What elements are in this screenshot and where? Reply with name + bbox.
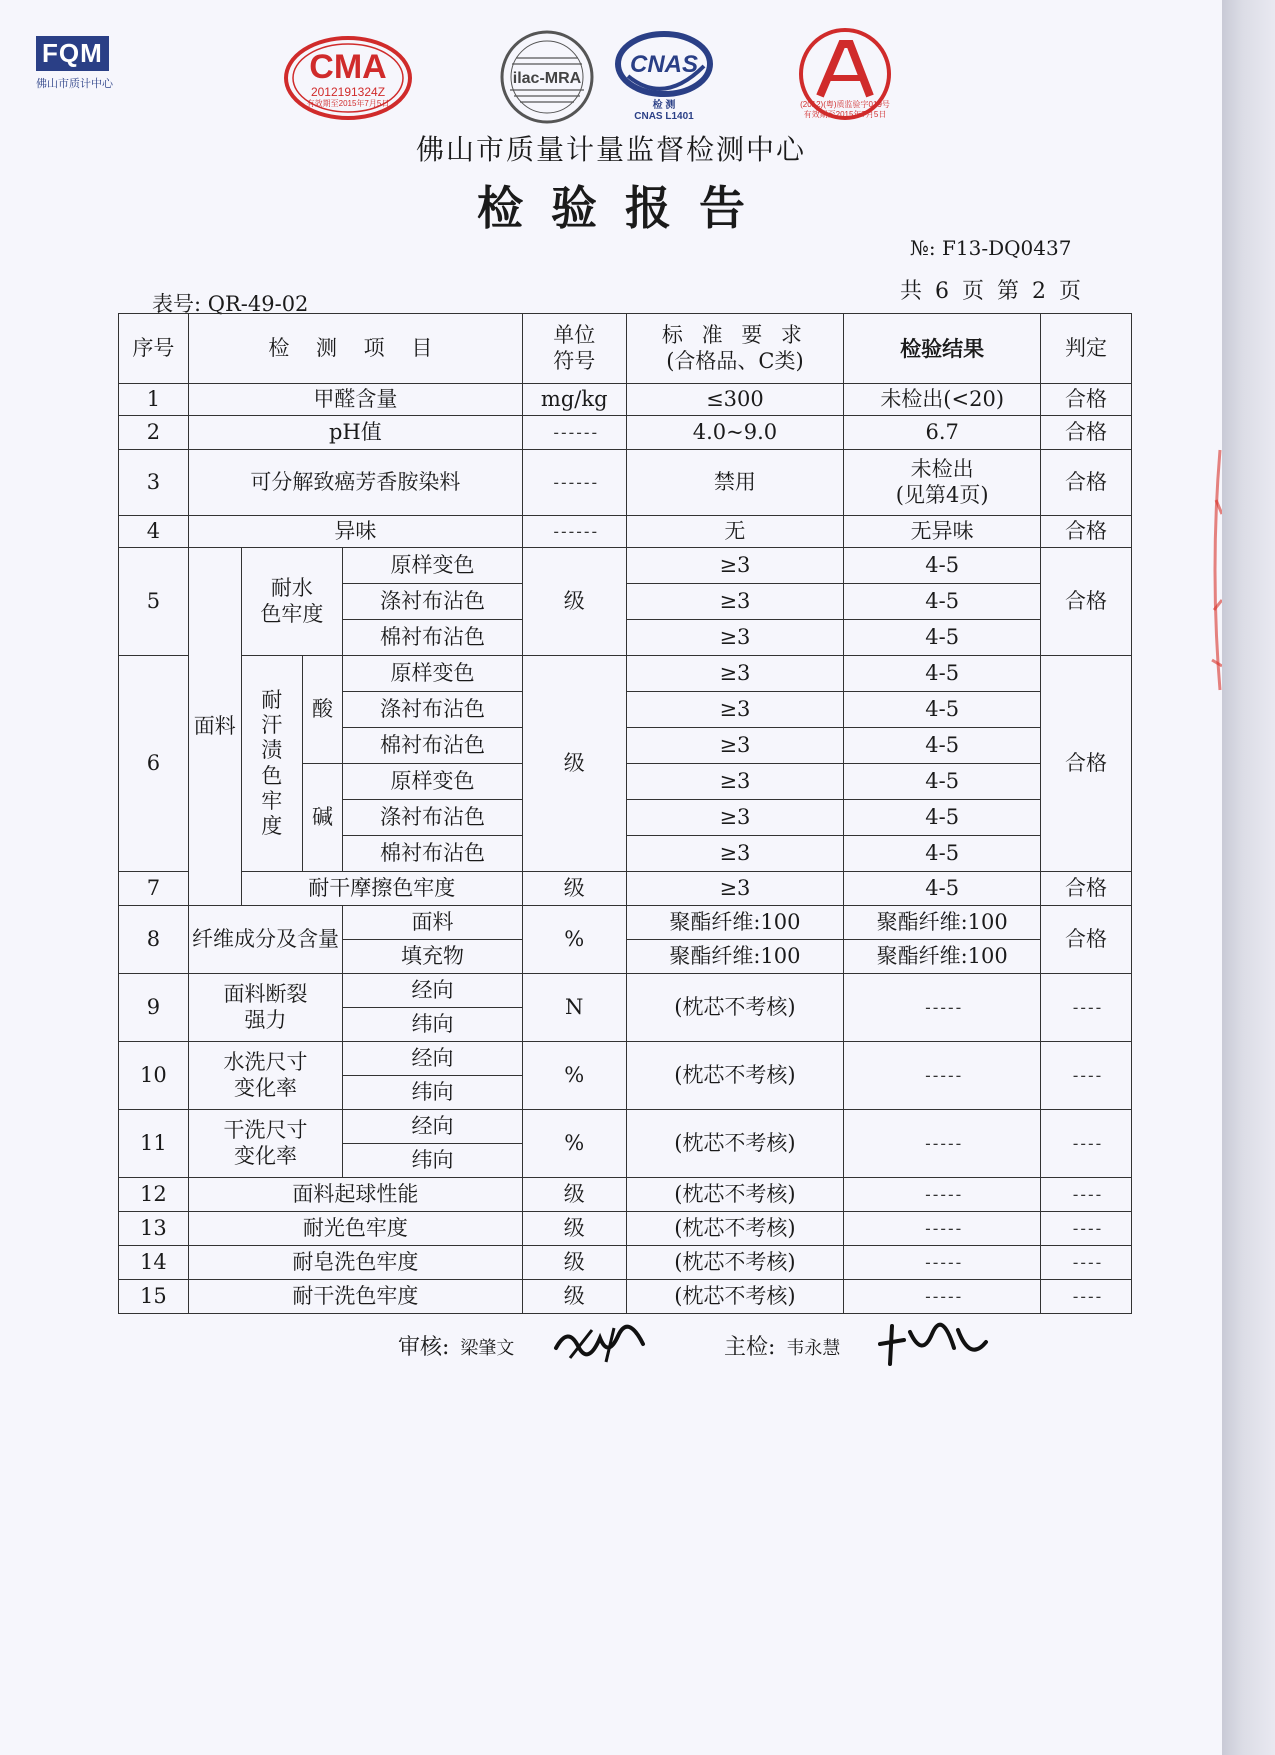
row-item: 耐光色牢度 [188,1212,522,1246]
row-unit: % [522,1042,626,1110]
table-row [119,906,1132,940]
table-row [119,1280,1132,1314]
row-result: 6.7 [844,416,1041,450]
row-group-char: 耐 [261,687,283,712]
row-result: 无异味 [844,516,1041,548]
row-seq: 4 [119,516,189,548]
header-unit-line2: 符号 [553,348,596,373]
header-unit [522,314,626,384]
reviewer-signature-line [398,1330,514,1361]
row-sub-item: 涤衬布沾色 [343,584,523,620]
header-standard-line1: 标 准 要 求 [661,323,808,348]
row-verdict: 合格 [1041,516,1132,548]
row-result: 聚酯纤维:100 [844,906,1041,940]
table-row [119,656,1132,692]
row-unit: 级 [522,1178,626,1212]
row-verdict: ---- [1041,1042,1132,1110]
row-standard: ≥3 [626,584,844,620]
row-sub-item: 原样变色 [343,656,523,692]
row-result: 4-5 [844,548,1041,584]
ilac-mra-icon [498,28,596,126]
header-result: 检验结果 [844,314,1041,384]
reviewer-handwritten-signature [548,1318,648,1368]
row-seq: 9 [119,974,189,1042]
row-item-line1: 水洗尺寸 [223,1050,308,1075]
row-standard: ≥3 [626,548,844,584]
form-number: 表号: QR-49-02 [152,292,309,316]
row-group-char: 牢 [261,788,283,813]
row-result: ----- [844,1280,1041,1314]
row-sub-item: 原样变色 [343,764,523,800]
row-verdict: 合格 [1041,872,1132,906]
row-unit: ------ [522,416,626,450]
row-seq: 5 [119,548,189,656]
report-number: №: F13-DQ0437 [910,236,1072,260]
svg-text:CMA: CMA [309,48,387,86]
row-unit: N [522,974,626,1042]
row-seq: 2 [119,416,189,450]
row-result: 4-5 [844,836,1041,872]
row-sub-item: 面料 [343,906,523,940]
row-group-char: 色 [261,763,283,788]
row-result: ----- [844,1212,1041,1246]
row-item: 耐皂洗色牢度 [188,1246,522,1280]
row-standard: (枕芯不考核) [626,1246,844,1280]
row-standard: (枕芯不考核) [626,1178,844,1212]
row-item: 耐干洗色牢度 [188,1280,522,1314]
cal-caption [784,100,906,120]
row-unit: 级 [522,1246,626,1280]
row-standard: (枕芯不考核) [626,974,844,1042]
row-seq: 12 [119,1178,189,1212]
row-sub-item: 填充物 [343,940,523,974]
row-result: 4-5 [844,764,1041,800]
row-standard: (枕芯不考核) [626,1280,844,1314]
table-row [119,1178,1132,1212]
fabric-group-label [188,548,241,906]
row-result-line2: (见第4页) [895,482,989,507]
row-item [188,974,342,1042]
row-result: 4-5 [844,728,1041,764]
reviewer-name: 梁肇文 [460,1338,515,1359]
row-result: 4-5 [844,800,1041,836]
row-verdict: ---- [1041,1212,1132,1246]
table-row [119,872,1132,906]
row-standard: 4.0~9.0 [626,416,844,450]
row-result: ----- [844,1042,1041,1110]
cma-validity: 有效期至2015年7月5日 [306,99,390,108]
row-sub-item: 涤衬布沾色 [343,800,523,836]
row-standard: 禁用 [626,450,844,516]
row-verdict: ---- [1041,1178,1132,1212]
fqm-logo-caption: 佛山市质计中心 [36,78,113,90]
row-item: 面料起球性能 [188,1178,522,1212]
row-seq: 10 [119,1042,189,1110]
row-unit: ------ [522,450,626,516]
table-header-row [119,314,1132,384]
row-unit: % [522,906,626,974]
inspection-table [118,313,1132,1314]
row-standard: (枕芯不考核) [626,1042,844,1110]
row-item: 甲醛含量 [188,384,522,416]
fabric-group-char: 面料 [193,713,236,738]
scanner-edge [1222,0,1275,1755]
row-result: 4-5 [844,872,1041,906]
row-standard: ≤300 [626,384,844,416]
table-row [119,384,1132,416]
fqm-logo-text: FQM [36,36,109,71]
row-verdict: 合格 [1041,450,1132,516]
row-unit: ------ [522,516,626,548]
row-sub-item: 棉衬布沾色 [343,728,523,764]
row-group-char: 度 [261,813,283,838]
table-row [119,548,1132,584]
row-unit: 级 [522,656,626,872]
row-sub-item: 纬向 [343,1144,523,1178]
row-result: ----- [844,1110,1041,1178]
row-item-line2: 变化率 [233,1143,297,1168]
row-item: 纤维成分及含量 [188,906,342,974]
reviewer-label: 审核: [398,1335,450,1360]
row-unit: 级 [522,1212,626,1246]
table-row [119,416,1132,450]
row-item: 异味 [188,516,522,548]
row-verdict: 合格 [1041,656,1132,872]
row-standard: 聚酯纤维:100 [626,940,844,974]
row-standard: ≥3 [626,692,844,728]
table-row [119,1212,1132,1246]
row-sub-item: 纬向 [343,1076,523,1110]
row-item: 耐干摩擦色牢度 [241,872,522,906]
row-standard: ≥3 [626,836,844,872]
row-standard: ≥3 [626,872,844,906]
row-sub-item: 棉衬布沾色 [343,620,523,656]
row-item-line1: 干洗尺寸 [223,1118,308,1143]
row-group-label [241,548,342,656]
table-row [119,1042,1132,1076]
row-seq: 8 [119,906,189,974]
header-standard [626,314,844,384]
row-sub-item: 原样变色 [343,548,523,584]
row-seq: 15 [119,1280,189,1314]
header-item: 检 测 项 目 [188,314,522,384]
row-result: ----- [844,974,1041,1042]
inspector-name: 韦永慧 [786,1338,841,1359]
row-seq: 13 [119,1212,189,1246]
organization-name: 佛山市质量计量监督检测中心 [415,133,806,166]
row-sub-item: 经向 [343,1110,523,1144]
row-standard: ≥3 [626,728,844,764]
row-unit: 级 [522,548,626,656]
row-seq: 6 [119,656,189,872]
row-unit: 级 [522,872,626,906]
row-group-line1: 耐水 [270,576,313,601]
header-standard-line2: (合格品、C类) [666,348,804,373]
row-sub-item: 纬向 [343,1008,523,1042]
cnas-caption [608,100,720,122]
inspector-handwritten-signature [874,1318,992,1370]
row-verdict: ---- [1041,1110,1132,1178]
row-sub-item: 经向 [343,974,523,1008]
row-seq: 11 [119,1110,189,1178]
row-unit: 级 [522,1280,626,1314]
alkali-label: 碱 [302,764,342,872]
row-unit: mg/kg [522,384,626,416]
row-verdict: 合格 [1041,906,1132,974]
row-unit: % [522,1110,626,1178]
cal-caption-line2: 有效期至2015年7月5日 [803,110,887,119]
row-standard: ≥3 [626,656,844,692]
page-info: 共 6 页 第 2 页 [900,279,1081,304]
row-seq: 7 [119,872,189,906]
row-item [188,1110,342,1178]
row-sub-item: 经向 [343,1042,523,1076]
row-verdict: ---- [1041,974,1132,1042]
row-verdict: 合格 [1041,548,1132,656]
row-group-char: 汗 [261,713,283,738]
row-item: pH值 [188,416,522,450]
table-row [119,1246,1132,1280]
row-standard: 无 [626,516,844,548]
inspector-label: 主检: [724,1335,776,1360]
header-seq: 序号 [119,314,189,384]
fqm-logo [36,36,126,91]
row-verdict: ---- [1041,1246,1132,1280]
table-row [119,1110,1132,1144]
row-group-char: 渍 [261,738,283,763]
row-result: 未检出(<20) [844,384,1041,416]
row-verdict: 合格 [1041,416,1132,450]
row-standard: ≥3 [626,800,844,836]
row-seq: 14 [119,1246,189,1280]
row-group-label [241,656,302,872]
row-result: 聚酯纤维:100 [844,940,1041,974]
row-verdict: 合格 [1041,384,1132,416]
row-sub-item: 涤衬布沾色 [343,692,523,728]
row-result-line1: 未检出 [910,457,974,482]
header-unit-line1: 单位 [553,323,596,348]
row-verdict: ---- [1041,1280,1132,1314]
table-row [119,974,1132,1008]
svg-text:CNAS: CNAS [629,51,699,78]
header-verdict: 判定 [1041,314,1132,384]
row-group-line2: 色牢度 [260,601,324,626]
acid-label: 酸 [302,656,342,764]
row-sub-item: 棉衬布沾色 [343,836,523,872]
row-result: 4-5 [844,584,1041,620]
row-result: ----- [844,1246,1041,1280]
row-result [844,450,1041,516]
row-result: 4-5 [844,620,1041,656]
row-item-line2: 变化率 [233,1075,297,1100]
row-result: 4-5 [844,656,1041,692]
inspector-signature-line [724,1330,840,1361]
svg-text:2012191324Z: 2012191324Z [310,85,386,99]
row-standard: 聚酯纤维:100 [626,906,844,940]
row-item [188,1042,342,1110]
row-item-line1: 面料断裂 [223,982,308,1007]
row-result: ----- [844,1178,1041,1212]
row-seq: 3 [119,450,189,516]
row-standard: ≥3 [626,764,844,800]
row-standard: (枕芯不考核) [626,1212,844,1246]
row-result: 4-5 [844,692,1041,728]
row-standard: (枕芯不考核) [626,1110,844,1178]
cal-caption-line1: (2012)(粤)质监验字019号 [800,100,890,109]
table-row [119,450,1132,516]
svg-text:ilac-MRA: ilac-MRA [512,70,582,87]
cnas-sub: 检 测 [652,100,676,111]
report-title: 检验报告 [477,181,773,235]
row-item-line2: 强力 [244,1007,287,1032]
cnas-code: CNAS L1401 [634,111,694,122]
row-seq: 1 [119,384,189,416]
row-item: 可分解致癌芳香胺染料 [188,450,522,516]
table-row [119,516,1132,548]
row-standard: ≥3 [626,620,844,656]
